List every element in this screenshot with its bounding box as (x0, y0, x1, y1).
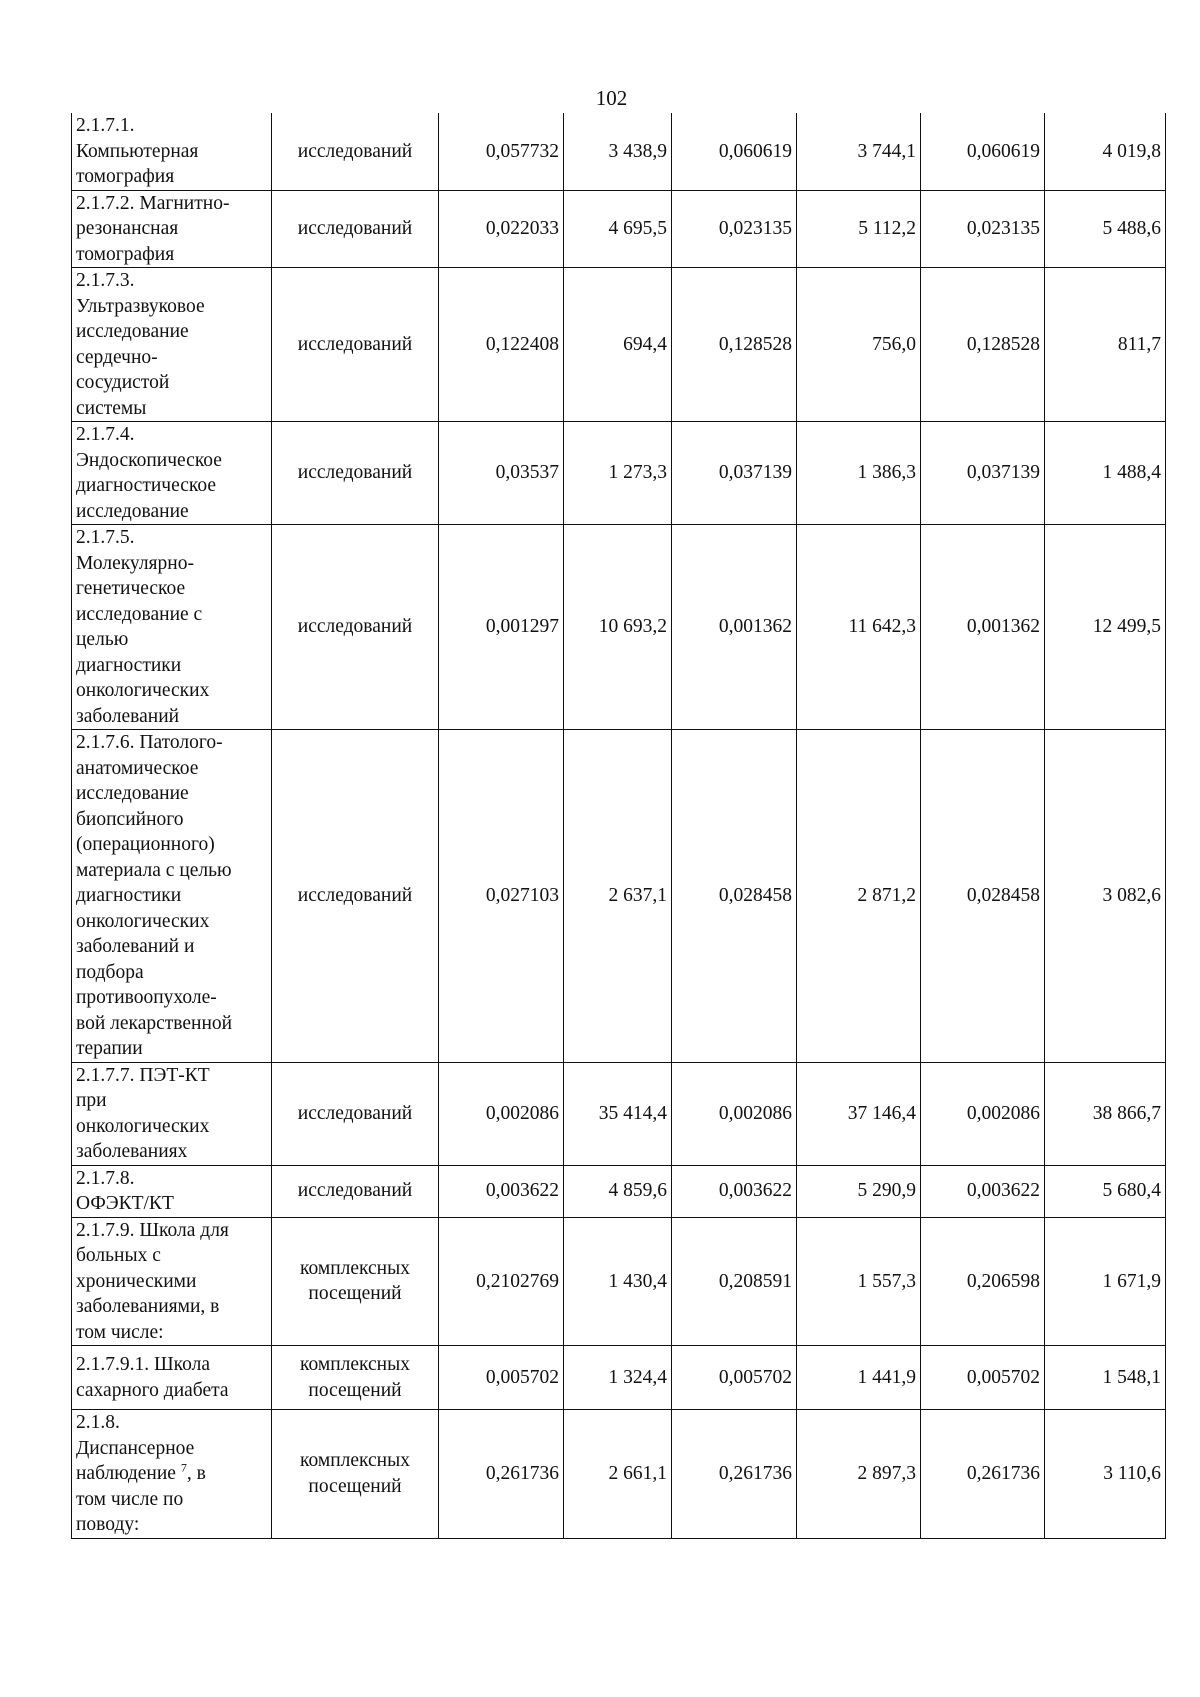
value-cell: 0,027103 (439, 730, 564, 1063)
value-cell: 0,122408 (439, 268, 564, 422)
value-cell: 35 414,4 (564, 1062, 672, 1165)
table-row (72, 190, 1166, 268)
value-cell: 5 290,9 (797, 1165, 921, 1217)
value-cell: 811,7 (1045, 268, 1166, 422)
unit-cell: исследований (272, 525, 439, 730)
table-row (72, 1410, 1166, 1539)
value-cell: 2 871,2 (797, 730, 921, 1063)
value-cell: 2 661,1 (564, 1410, 672, 1539)
table-row (72, 730, 1166, 1063)
row-name-cell: 2.1.7.2. Магнитно- резонансная томография (72, 190, 272, 268)
table-row (72, 268, 1166, 422)
unit-cell: исследований (272, 1062, 439, 1165)
table-row (72, 422, 1166, 525)
row-name-cell: 2.1.7.6. Патолого- анатомическое исследование биопсийного (операционного) материала с целью диагностики онкологических заболеваний и подбора противоопухоле- вой лекарственной терапии (72, 730, 272, 1063)
value-cell: 0,002086 (921, 1062, 1045, 1165)
row-name-cell: 2.1.7.3. Ультразвуковое исследование сердечно- сосудистой системы (72, 268, 272, 422)
table-row (72, 525, 1166, 730)
table-row (72, 1346, 1166, 1410)
value-cell: 1 441,9 (797, 1346, 921, 1410)
unit-cell: исследований (272, 190, 439, 268)
value-cell: 0,005702 (921, 1346, 1045, 1410)
value-cell: 1 430,4 (564, 1217, 672, 1346)
unit-cell: исследований (272, 730, 439, 1063)
value-cell: 12 499,5 (1045, 525, 1166, 730)
unit-cell: исследований (272, 1165, 439, 1217)
row-name-cell: 2.1.7.9. Школа для больных с хроническими заболеваниями, в том числе: (72, 1217, 272, 1346)
value-cell: 0,03537 (439, 422, 564, 525)
value-cell: 1 324,4 (564, 1346, 672, 1410)
value-cell: 0,128528 (672, 268, 797, 422)
unit-cell: комплексных посещений (272, 1217, 439, 1346)
value-cell: 0,028458 (921, 730, 1045, 1063)
page-number: 102 (595, 86, 628, 110)
value-cell: 4 019,8 (1045, 113, 1166, 190)
value-cell: 5 112,2 (797, 190, 921, 268)
value-cell: 0,002086 (439, 1062, 564, 1165)
row-name-cell: 2.1.7.1. Компьютерная томография (72, 113, 272, 190)
value-cell: 3 082,6 (1045, 730, 1166, 1063)
data-table (71, 113, 1166, 1539)
unit-cell: исследований (272, 422, 439, 525)
unit-cell: комплексных посещений (272, 1410, 439, 1539)
unit-cell: комплексных посещений (272, 1346, 439, 1410)
row-name-cell: 2.1.8. Диспансерное наблюдение $^7$, в том числе по поводу: (72, 1410, 272, 1539)
value-cell: 0,023135 (921, 190, 1045, 268)
value-cell: 0,261736 (921, 1410, 1045, 1539)
value-cell: 1 671,9 (1045, 1217, 1166, 1346)
value-cell: 0,060619 (672, 113, 797, 190)
unit-cell: исследований (272, 268, 439, 422)
row-name-cell: 2.1.7.9.1. Школа сахарного диабета (72, 1346, 272, 1410)
value-cell: 2 897,3 (797, 1410, 921, 1539)
value-cell: 0,206598 (921, 1217, 1045, 1346)
value-cell: 2 637,1 (564, 730, 672, 1063)
row-name-cell: 2.1.7.8. ОФЭКТ/КТ (72, 1165, 272, 1217)
value-cell: 0,208591 (672, 1217, 797, 1346)
value-cell: 0,003622 (921, 1165, 1045, 1217)
value-cell: 0,002086 (672, 1062, 797, 1165)
value-cell: 3 110,6 (1045, 1410, 1166, 1539)
value-cell: 0,003622 (439, 1165, 564, 1217)
value-cell: 0,060619 (921, 113, 1045, 190)
value-cell: 0,001362 (672, 525, 797, 730)
value-cell: 11 642,3 (797, 525, 921, 730)
value-cell: 0,037139 (672, 422, 797, 525)
unit-cell: исследований (272, 113, 439, 190)
value-cell: 694,4 (564, 268, 672, 422)
value-cell: 1 548,1 (1045, 1346, 1166, 1410)
row-name-cell: 2.1.7.7. ПЭТ-КТ при онкологических заболеваниях (72, 1062, 272, 1165)
value-cell: 0,128528 (921, 268, 1045, 422)
value-cell: 1 386,3 (797, 422, 921, 525)
value-cell: 37 146,4 (797, 1062, 921, 1165)
value-cell: 1 557,3 (797, 1217, 921, 1346)
value-cell: 0,022033 (439, 190, 564, 268)
table-row (72, 1217, 1166, 1346)
value-cell: 1 488,4 (1045, 422, 1166, 525)
value-cell: 0,001297 (439, 525, 564, 730)
value-cell: 0,028458 (672, 730, 797, 1063)
value-cell: 0,2102769 (439, 1217, 564, 1346)
table-row (72, 113, 1166, 190)
value-cell: 5 680,4 (1045, 1165, 1166, 1217)
value-cell: 0,057732 (439, 113, 564, 190)
value-cell: 0,261736 (672, 1410, 797, 1539)
row-name-cell: 2.1.7.5. Молекулярно- генетическое исследование с целью диагностики онкологических заболеваний (72, 525, 272, 730)
row-name-cell: 2.1.7.4. Эндоскопическое диагностическое исследование (72, 422, 272, 525)
table-body (72, 113, 1166, 1538)
value-cell: 4 859,6 (564, 1165, 672, 1217)
value-cell: 0,005702 (672, 1346, 797, 1410)
value-cell: 756,0 (797, 268, 921, 422)
value-cell: 0,261736 (439, 1410, 564, 1539)
value-cell: 5 488,6 (1045, 190, 1166, 268)
value-cell: 10 693,2 (564, 525, 672, 730)
value-cell: 3 744,1 (797, 113, 921, 190)
value-cell: 0,023135 (672, 190, 797, 268)
value-cell: 0,037139 (921, 422, 1045, 525)
table-row (72, 1062, 1166, 1165)
value-cell: 38 866,7 (1045, 1062, 1166, 1165)
value-cell: 0,003622 (672, 1165, 797, 1217)
value-cell: 1 273,3 (564, 422, 672, 525)
value-cell: 4 695,5 (564, 190, 672, 268)
value-cell: 0,001362 (921, 525, 1045, 730)
value-cell: 3 438,9 (564, 113, 672, 190)
value-cell: 0,005702 (439, 1346, 564, 1410)
table-row (72, 1165, 1166, 1217)
